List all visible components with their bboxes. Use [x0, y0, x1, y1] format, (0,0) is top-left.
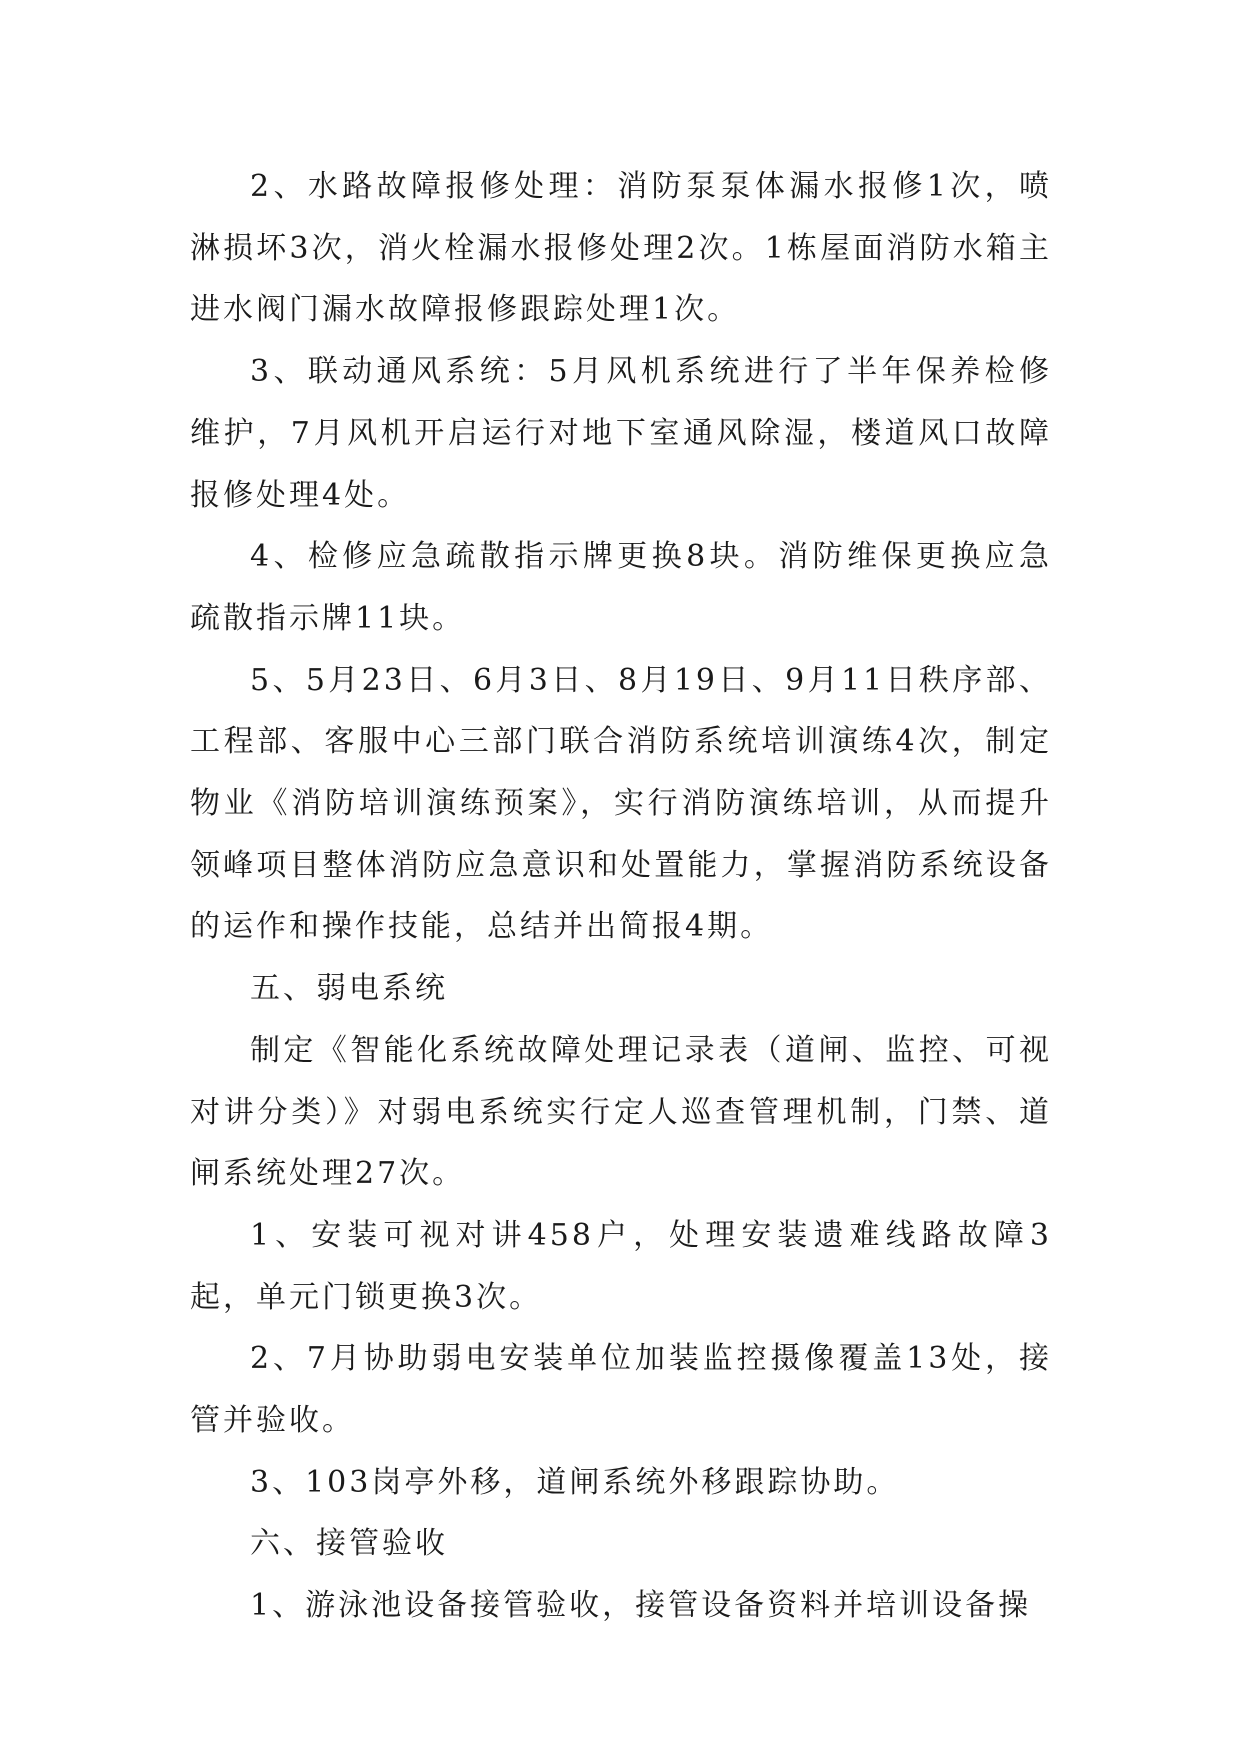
- paragraph-water-repair: 2、水路故障报修处理：消防泵泵体漏水报修1次，喷淋损坏3次，消火栓漏水报修处理2次。1栋屋面消防水箱主进水阀门漏水故障报修跟踪处理1次。: [190, 169, 1052, 328]
- paragraph-intelligent-system: 制定《智能化系统故障处理记录表（道闸、监控、可视对讲分类）》对弱电系统实行定人巡查管理机制，门禁、道闸系统处理27次。: [190, 1032, 1052, 1192]
- paragraph-evacuation-signs: 4、检修应急疏散指示牌更换8块。消防维保更换应急疏散指示牌11块。: [190, 539, 1052, 636]
- paragraph-intercom: 1、安装可视对讲458户，处理安装遗难线路故障3起，单元门锁更换3次。: [190, 1217, 1052, 1315]
- section-heading-takeover: 六、接管验收: [250, 1526, 448, 1562]
- paragraph-surveillance: 2、7月协助弱电安装单位加装监控摄像覆盖13处，接管并验收。: [190, 1341, 1052, 1439]
- section-heading-weak-current: 五、弱电系统: [250, 971, 448, 1007]
- paragraph-fire-drill: 5、5月23日、6月3日、8月19日、9月11日秩序部、工程部、客服中心三部门联合消防系统培训演练4次，制定物业《消防培训演练预案》，实行消防演练培训，从而提升领峰项目整体消防应急意识和处置能力，掌握消防系统设备的运作和操作技能，总结并出简报4期。: [190, 662, 1052, 945]
- paragraph-pool-takeover: 1、游泳池设备接管验收，接管设备资料并培训设备操: [250, 1588, 1032, 1624]
- paragraph-ventilation: 3、联动通风系统：5月风机系统进行了半年保养检修维护，7月风机开启运行对地下室通风除湿，楼道风口故障报修处理4处。: [190, 354, 1052, 513]
- paragraph-booth-relocation: 3、103岗亭外移，道闸系统外移跟踪协助。: [250, 1464, 900, 1500]
- document-body: [190, 156, 1052, 1637]
